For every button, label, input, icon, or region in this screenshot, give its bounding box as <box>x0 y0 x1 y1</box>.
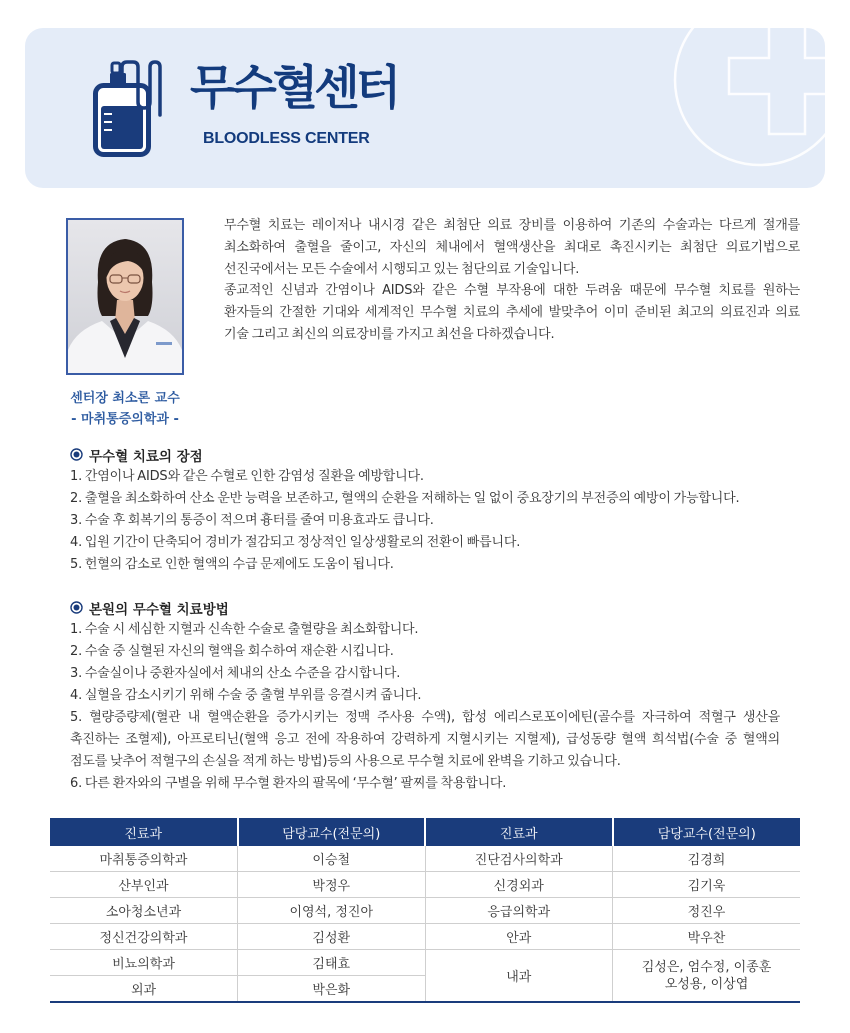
list-item: 2. 수술 중 실혈된 자신의 혈액을 회수하여 재순환 시킵니다. <box>70 644 394 659</box>
circle-bullet-icon <box>70 601 83 614</box>
table-header-doctors: 담당교수(전문의) <box>238 818 426 846</box>
table-cell-doctors: 이승철 <box>238 846 426 872</box>
table-cell-doctors <box>613 950 801 1003</box>
table-row <box>50 898 800 924</box>
advantages-list <box>70 466 790 576</box>
table-row <box>50 872 800 898</box>
table-cell-doctors: 박우찬 <box>613 924 801 950</box>
list-item: 2. 출혈을 최소화하여 산소 운반 능력을 보존하고, 혈액의 순환을 저해하는 일 없이 중요장기의 부전증의 예방이 가능합니다. <box>70 491 740 506</box>
list-item: 5. 헌혈의 감소로 인한 혈액의 수급 문제에도 도움이 됩니다. <box>70 557 394 572</box>
department-table <box>50 818 800 1003</box>
table-cell-doctors: 박은화 <box>238 976 426 1003</box>
header-banner <box>25 28 825 188</box>
advantages-heading-text: 무수혈 치료의 장점 <box>89 448 203 465</box>
advantages-section <box>70 443 790 576</box>
intro-text <box>224 215 800 346</box>
table-cell-dept: 진단검사의학과 <box>425 846 613 872</box>
intro-line: 최소화하여 출혈을 줄이고, 자신의 체내에서 혈액생산을 최대로 촉진시키는 최첨단 의료기법으로 <box>224 239 800 255</box>
director-portrait-image <box>68 220 182 373</box>
table-cell-dept: 정신건강의학과 <box>50 924 238 950</box>
table-cell-dept: 산부인과 <box>50 872 238 898</box>
circle-bullet-icon <box>70 448 83 461</box>
director-name: 센터장 최소론 교수 <box>70 391 180 406</box>
list-item-line: 촉진하는 조혈제), 아프로티닌(혈액 응고 전에 작용하여 강력하게 지혈시키는 지혈제), 급성동량 혈액 희석법(수술 중 혈액의 <box>70 732 780 747</box>
table-cell-dept: 내과 <box>425 950 613 1003</box>
blood-bag-icon <box>90 60 165 160</box>
intro-line: 무수혈 치료는 레이저나 내시경 같은 최첨단 의료 장비를 이용하여 기존의 수술과는 다르게 절개를 <box>224 218 800 233</box>
list-item-line: 점도를 낮추어 적혈구의 손실을 적게 하는 방법)등의 사용으로 무수혈 치료에 완벽을 기하고 있습니다. <box>70 754 621 769</box>
table-cell-doctors: 김경희 <box>613 846 801 872</box>
table-header-dept: 진료과 <box>50 818 238 846</box>
table-row <box>50 950 800 976</box>
list-item: 1. 수술 시 세심한 지혈과 신속한 수술로 출혈량을 최소화합니다. <box>70 622 419 637</box>
table-cell-dept: 외과 <box>50 976 238 1003</box>
list-item-line: 5. 혈량증량제(혈관 내 혈액순환을 증가시키는 정맥 주사용 수액), 합성 에리스로포이에틴(골수를 자극하여 적혈구 생산을 <box>70 710 780 725</box>
list-item: 3. 수술실이나 중환자실에서 체내의 산소 수준을 감시합니다. <box>70 666 401 681</box>
table-row <box>50 924 800 950</box>
table-cell-doctors: 김태효 <box>238 950 426 976</box>
cross-circle-decoration <box>665 28 825 188</box>
table-cell-doctors: 박정우 <box>238 872 426 898</box>
table-cell-dept: 신경외과 <box>425 872 613 898</box>
intro-line: 환자들의 간절한 기대와 세계적인 무수혈 치료의 추세에 발맞추어 이미 준비된 최고의 의료진과 의료 <box>224 305 800 321</box>
intro-line: 기술 그리고 최신의 의료장비를 가지고 최선을 다하겠습니다. <box>224 326 555 342</box>
page-title: 무수혈센터 <box>190 61 398 116</box>
director-department: - 마취통증의학과 - <box>71 412 179 427</box>
director-caption <box>40 388 210 430</box>
list-item: 4. 입원 기간이 단축되어 경비가 절감되고 정상적인 일상생활로의 전환이 빠릅니다. <box>70 535 521 550</box>
table-cell-dept: 비뇨의학과 <box>50 950 238 976</box>
table-cell-dept: 소아청소년과 <box>50 898 238 924</box>
list-item: 3. 수술 후 회복기의 통증이 적으며 흉터를 줄여 미용효과도 큽니다. <box>70 513 434 528</box>
table-cell-doctors: 정진우 <box>613 898 801 924</box>
doctor-names-line: 오성용, 이상엽 <box>664 976 749 992</box>
advantages-heading <box>70 443 790 466</box>
list-item: 6. 다른 환자와의 구별을 위해 무수혈 환자의 팔목에 ‘무수혈’ 팔찌를 착용합니다. <box>70 776 507 791</box>
table-header-row <box>50 818 800 846</box>
table-row <box>50 846 800 872</box>
table-cell-dept: 안과 <box>425 924 613 950</box>
list-item <box>70 707 790 773</box>
page-subtitle: BLOODLESS CENTER <box>203 130 370 147</box>
table-cell-dept: 응급의학과 <box>425 898 613 924</box>
doctor-names-line: 김성은, 엄수정, 이종훈 <box>641 959 772 975</box>
methods-list <box>70 619 790 795</box>
table-header-dept: 진료과 <box>425 818 613 846</box>
table-cell-dept: 마취통증의학과 <box>50 846 238 872</box>
intro-line: 선진국에서는 모든 수술에서 시행되고 있는 첨단의료 기술입니다. <box>224 261 580 277</box>
list-item: 1. 간염이나 AIDS와 같은 수혈로 인한 감염성 질환을 예방합니다. <box>70 469 424 484</box>
methods-heading-text: 본원의 무수혈 치료방법 <box>89 601 229 618</box>
director-photo <box>66 218 184 375</box>
table-cell-doctors: 김기욱 <box>613 872 801 898</box>
methods-heading <box>70 596 790 619</box>
table-cell-doctors: 이영석, 정진아 <box>238 898 426 924</box>
table-cell-doctors: 김성환 <box>238 924 426 950</box>
table-header-doctors: 담당교수(전문의) <box>613 818 801 846</box>
intro-line: 종교적인 신념과 간염이나 AIDS와 같은 수혈 부작용에 대한 두려움 때문에 무수혈 치료를 원하는 <box>224 283 800 299</box>
list-item: 4. 실혈을 감소시키기 위해 수술 중 출혈 부위를 응결시켜 줍니다. <box>70 688 422 703</box>
methods-section <box>70 596 790 795</box>
